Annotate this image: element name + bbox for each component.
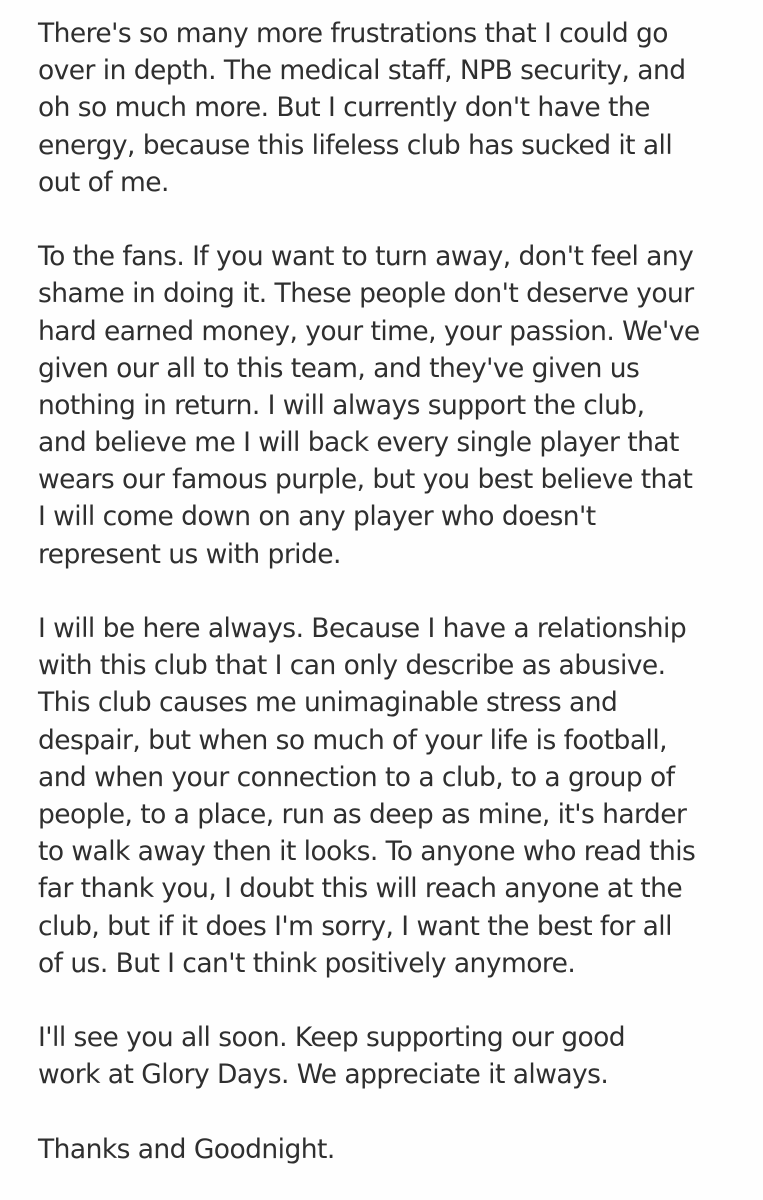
paragraph-sign-off [38,1131,743,1168]
text-line: wears our famous purple, but you best believe that [38,464,693,496]
text-line: out of me. [38,166,169,198]
text-line: hard earned money, your time, your passion. We've [38,315,700,347]
text-line: over in depth. The medical staff, NPB security, and [38,55,686,87]
paragraph-frustrations [38,15,743,201]
text-line: work at Glory Days. We appreciate it always. [38,1059,609,1091]
text-line: club, but if it does I'm sorry, I want the best for all [38,910,672,942]
text-line: oh so much more. But I currently don't have the [38,92,650,124]
text-line: of us. But I can't think positively anymore. [38,947,576,979]
text-line: shame in doing it. These people don't deserve your [38,278,694,310]
text-line: nothing in return. I will always support the club, [38,389,645,421]
text-line: with this club that I can only describe as abusive. [38,650,666,682]
text-line: to walk away then it looks. To anyone who read this [38,836,696,868]
text-line: given our all to this team, and they've given us [38,352,640,384]
paragraph-see-you-soon [38,1019,743,1093]
text-line: I'll see you all soon. Keep supporting our good [38,1022,626,1054]
text-line: energy, because this lifeless club has sucked it all [38,129,673,161]
text-line: To the fans. If you want to turn away, don't feel any [38,241,694,273]
text-line: far thank you, I doubt this will reach anyone at the [38,873,683,905]
text-line: represent us with pride. [38,538,341,570]
text-line: There's so many more frustrations that I could go [38,18,668,49]
paragraph-here-always [38,610,743,982]
text-line: despair, but when so much of your life is football, [38,724,668,756]
text-line: Thanks and Goodnight. [38,1133,335,1165]
paragraph-to-the-fans [38,238,743,573]
text-line: and when your connection to a club, to a group of [38,761,675,793]
text-line: and believe me I will back every single player that [38,427,679,459]
text-line: I will be here always. Because I have a relationship [38,613,687,644]
text-line: people, to a place, run as deep as mine, it's harder [38,798,687,830]
text-line: This club causes me unimaginable stress and [38,687,618,719]
text-line: I will come down on any player who doesn't [38,501,596,533]
